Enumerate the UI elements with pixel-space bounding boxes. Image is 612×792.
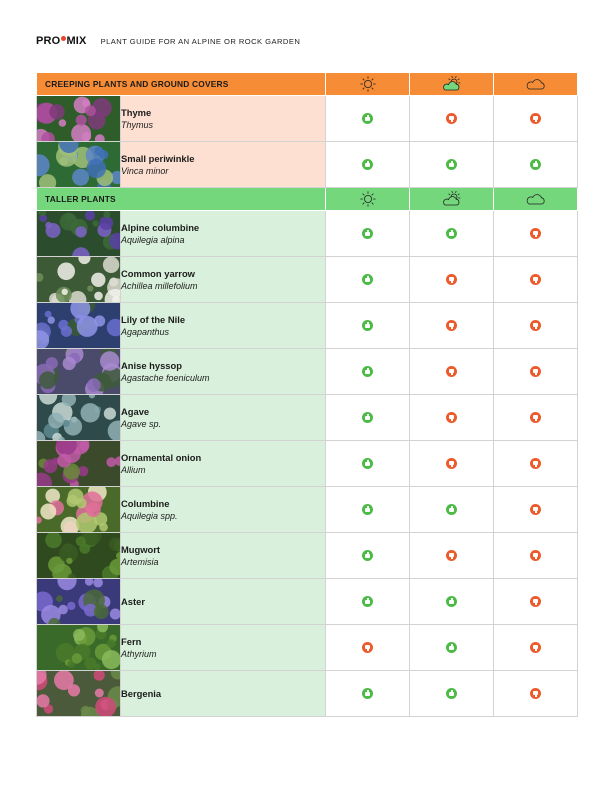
thumbs-up-icon — [362, 159, 373, 170]
plant-common-name: Small periwinkle — [121, 152, 195, 164]
plant-photo — [37, 211, 121, 256]
thumbs-down-icon — [530, 642, 541, 653]
plant-photo — [37, 257, 121, 302]
partial-shade-rating — [410, 257, 494, 303]
thumbs-down-icon — [530, 228, 541, 239]
plant-photo — [37, 303, 121, 348]
plant-photo — [37, 579, 121, 624]
plant-latin-name: Athyrium — [121, 648, 157, 659]
thumbs-up-icon — [446, 228, 457, 239]
plant-photo-cell — [37, 441, 121, 487]
partial-shade-rating — [410, 211, 494, 257]
partial-shade-rating — [410, 625, 494, 671]
plant-photo-cell — [37, 625, 121, 671]
plant-common-name: Aster — [121, 595, 145, 607]
thumbs-up-icon — [446, 688, 457, 699]
plant-name-cell — [121, 211, 326, 257]
plant-row — [37, 625, 578, 671]
plant-photo — [37, 487, 121, 532]
shade-rating — [494, 96, 578, 142]
thumbs-up-icon — [362, 274, 373, 285]
section-header-row — [37, 188, 578, 211]
shade-rating — [494, 487, 578, 533]
plant-photo-cell — [37, 395, 121, 441]
plant-photo — [37, 142, 121, 187]
partial-shade-rating — [410, 395, 494, 441]
plant-name-cell — [121, 487, 326, 533]
shade-rating — [494, 395, 578, 441]
plant-row — [37, 96, 578, 142]
plant-common-name: Thyme — [121, 106, 152, 118]
plant-photo-cell — [37, 349, 121, 395]
thumbs-down-icon — [530, 550, 541, 561]
full-sun-rating — [326, 349, 410, 395]
partial-shade-rating — [410, 303, 494, 349]
partial-shade-rating — [410, 96, 494, 142]
plant-photo — [37, 441, 121, 486]
full-sun-rating — [326, 579, 410, 625]
document-title: PLANT GUIDE FOR AN ALPINE OR ROCK GARDEN — [100, 36, 301, 46]
plant-photo-cell — [37, 211, 121, 257]
thumbs-up-icon — [362, 458, 373, 469]
plant-name-cell — [121, 579, 326, 625]
plant-row — [37, 257, 578, 303]
partial-shade-column-header — [410, 188, 494, 211]
shade-rating — [494, 303, 578, 349]
partial-shade-rating — [410, 441, 494, 487]
plant-common-name: Anise hyssop — [121, 359, 182, 371]
section-title: TALLER PLANTS — [37, 188, 326, 211]
partial-shade-rating — [410, 142, 494, 188]
full-sun-rating — [326, 671, 410, 717]
plant-photo-cell — [37, 96, 121, 142]
partial-shade-rating — [410, 671, 494, 717]
plant-name-cell — [121, 671, 326, 717]
partial-shade-rating — [410, 579, 494, 625]
plant-latin-name: Thymus — [121, 119, 154, 130]
thumbs-down-icon — [530, 596, 541, 607]
plant-guide-table — [36, 72, 578, 717]
thumbs-down-icon — [530, 458, 541, 469]
plant-name-cell — [121, 349, 326, 395]
plant-row — [37, 441, 578, 487]
shade-rating — [494, 625, 578, 671]
thumbs-up-icon — [530, 159, 541, 170]
full-sun-rating — [326, 303, 410, 349]
plant-name-cell — [121, 625, 326, 671]
plant-common-name: Fern — [121, 635, 142, 647]
plant-row — [37, 671, 578, 717]
thumbs-down-icon — [446, 274, 457, 285]
plant-common-name: Lily of the Nile — [121, 313, 186, 325]
plant-latin-name: Achillea millefolium — [121, 280, 198, 291]
plant-name-cell — [121, 257, 326, 303]
thumbs-down-icon — [446, 320, 457, 331]
plant-photo — [37, 349, 121, 394]
plant-common-name: Columbine — [121, 497, 170, 509]
shade-column-header — [494, 73, 578, 96]
thumbs-up-icon — [362, 228, 373, 239]
plant-photo-cell — [37, 303, 121, 349]
plant-row — [37, 211, 578, 257]
plant-name-cell — [121, 533, 326, 579]
plant-photo — [37, 671, 121, 716]
plant-row — [37, 487, 578, 533]
shade-rating — [494, 671, 578, 717]
plant-name-cell — [121, 441, 326, 487]
plant-photo-cell — [37, 257, 121, 303]
plant-photo-cell — [37, 533, 121, 579]
plant-photo-cell — [37, 579, 121, 625]
full-sun-rating — [326, 487, 410, 533]
partial-shade-rating — [410, 349, 494, 395]
full-sun-column-header — [326, 73, 410, 96]
sun-icon — [359, 191, 377, 207]
thumbs-up-icon — [446, 596, 457, 607]
plant-photo — [37, 395, 121, 440]
sun-icon — [359, 76, 377, 92]
shade-rating — [494, 579, 578, 625]
plant-row — [37, 395, 578, 441]
shade-rating — [494, 533, 578, 579]
partial-shade-rating — [410, 487, 494, 533]
section-header-row — [37, 73, 578, 96]
plant-common-name: Alpine columbine — [121, 221, 200, 233]
thumbs-down-icon — [530, 320, 541, 331]
plant-guide-body — [37, 73, 578, 717]
plant-latin-name: Agapanthus — [121, 326, 170, 337]
plant-row — [37, 533, 578, 579]
shade-column-header — [494, 188, 578, 211]
promix-logo: PRO MIX — [36, 35, 87, 47]
page-header — [36, 34, 300, 48]
full-sun-rating — [326, 395, 410, 441]
plant-row — [37, 579, 578, 625]
thumbs-down-icon — [530, 412, 541, 423]
thumbs-down-icon — [446, 550, 457, 561]
plant-latin-name: Aquilegia spp. — [121, 510, 178, 521]
plant-latin-name: Agastache foeniculum — [121, 372, 210, 383]
full-sun-rating — [326, 533, 410, 579]
shade-rating — [494, 142, 578, 188]
plant-latin-name: Vinca minor — [121, 165, 169, 176]
thumbs-up-icon — [362, 113, 373, 124]
shade-rating — [494, 349, 578, 395]
plant-photo — [37, 533, 121, 578]
sun-behind-cloud-icon — [442, 191, 462, 207]
plant-photo-cell — [37, 487, 121, 533]
thumbs-up-icon — [362, 366, 373, 377]
thumbs-down-icon — [530, 504, 541, 515]
thumbs-up-icon — [446, 504, 457, 515]
shade-rating — [494, 441, 578, 487]
section-title: CREEPING PLANTS AND GROUND COVERS — [37, 73, 326, 96]
sun-behind-cloud-icon — [442, 76, 462, 92]
plant-photo — [37, 96, 121, 141]
cloud-icon — [526, 76, 546, 92]
thumbs-down-icon — [362, 642, 373, 653]
full-sun-rating — [326, 96, 410, 142]
thumbs-down-icon — [446, 412, 457, 423]
plant-name-cell — [121, 96, 326, 142]
plant-latin-name: Artemisia — [121, 556, 159, 567]
full-sun-rating — [326, 211, 410, 257]
plant-common-name: Mugwort — [121, 543, 161, 555]
full-sun-rating — [326, 441, 410, 487]
thumbs-down-icon — [530, 688, 541, 699]
full-sun-rating — [326, 257, 410, 303]
plant-row — [37, 303, 578, 349]
thumbs-down-icon — [446, 366, 457, 377]
plant-photo-cell — [37, 142, 121, 188]
plant-latin-name: Allium — [121, 464, 146, 475]
full-sun-rating — [326, 625, 410, 671]
thumbs-up-icon — [362, 320, 373, 331]
partial-shade-rating — [410, 533, 494, 579]
thumbs-down-icon — [530, 274, 541, 285]
plant-common-name: Bergenia — [121, 687, 162, 699]
partial-shade-column-header — [410, 73, 494, 96]
plant-name-cell — [121, 142, 326, 188]
thumbs-down-icon — [530, 113, 541, 124]
full-sun-column-header — [326, 188, 410, 211]
plant-common-name: Ornamental onion — [121, 451, 202, 463]
thumbs-up-icon — [362, 412, 373, 423]
thumbs-down-icon — [446, 113, 457, 124]
plant-photo-cell — [37, 671, 121, 717]
shade-rating — [494, 211, 578, 257]
thumbs-up-icon — [362, 550, 373, 561]
thumbs-down-icon — [530, 366, 541, 377]
plant-photo — [37, 625, 121, 670]
thumbs-up-icon — [446, 642, 457, 653]
plant-common-name: Agave — [121, 405, 150, 417]
plant-row — [37, 142, 578, 188]
plant-row — [37, 349, 578, 395]
full-sun-rating — [326, 142, 410, 188]
plant-name-cell — [121, 303, 326, 349]
thumbs-up-icon — [362, 504, 373, 515]
plant-latin-name: Agave sp. — [121, 418, 162, 429]
thumbs-down-icon — [446, 458, 457, 469]
thumbs-up-icon — [362, 688, 373, 699]
thumbs-up-icon — [362, 596, 373, 607]
plant-latin-name: Aquilegia alpina — [121, 234, 185, 245]
plant-name-cell — [121, 395, 326, 441]
plant-common-name: Common yarrow — [121, 267, 195, 279]
shade-rating — [494, 257, 578, 303]
thumbs-up-icon — [446, 159, 457, 170]
cloud-icon — [526, 191, 546, 207]
